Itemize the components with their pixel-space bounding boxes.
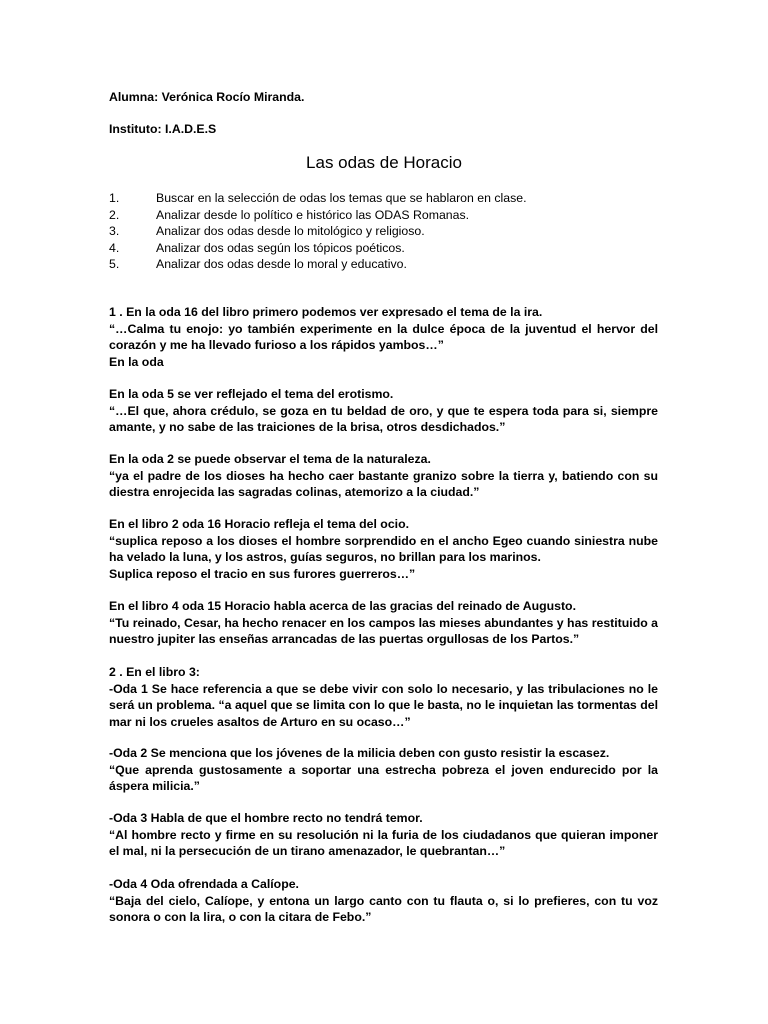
section-quote: “…Calma tu enojo: yo también experimente en la dulce época de la juventud el hervor del corazón y me ha llevado furioso a los rápidos yambos…” (109, 321, 658, 353)
section-heading: 1 . En la oda 16 del libro primero podemos ver expresado el tema de la ira. (109, 305, 543, 319)
list-item-text: Analizar dos odas desde lo mitológico y religioso. (156, 224, 425, 238)
oda-1-text: -Oda 1 Se hace referencia a que se debe vivir con solo lo necesario, y las tribulaciones no le será un problema. “a aquel que se limita con lo que le basta, no le inquietan las tormentas del mar ni los crueles asaltos de Arturo en su ocaso…” (109, 681, 658, 729)
list-item-text: Analizar dos odas desde lo moral y educativo. (156, 257, 407, 271)
section-heading: 2 . En el libro 3: (109, 665, 200, 679)
oda-2-heading: -Oda 2 Se menciona que los jóvenes de la milicia deben con gusto resistir la escasez. (109, 746, 610, 760)
section-quote-continued: Suplica reposo el tracio en sus furores guerreros…” (109, 566, 416, 581)
section-heading: En el libro 2 oda 16 Horacio refleja el tema del ocio. (109, 517, 410, 531)
list-item (109, 207, 669, 224)
section-augusto (109, 598, 658, 648)
oda-4-quote: “Baja del cielo, Calíope, y entona un largo canto con tu flauta o, si lo prefieres, con tu voz sonora o con la lira, o con la citara de Febo.” (109, 893, 658, 925)
list-item-text: Analizar desde lo político e histórico las ODAS Romanas. (156, 207, 470, 222)
section-heading: En la oda 2 se puede observar el tema de la naturaleza. (109, 452, 431, 466)
section-note: En la oda (109, 354, 164, 369)
section-quote: “suplica reposo a los dioses el hombre sorprendido en el ancho Egeo cuando siniestra nube ha velado la luna, y los astros, guías seguros, no brillan para los marinos. (109, 533, 658, 565)
list-item (109, 240, 669, 257)
section-quote: “ya el padre de los dioses ha hecho caer bastante granizo sobre la tierra y, batiendo con su diestra enrojecida las sagradas colinas, atemorizo a la ciudad.” (109, 468, 658, 500)
oda-3-heading: -Oda 3 Habla de que el hombre recto no tendrá temor. (109, 811, 423, 825)
institute-name: Instituto: I.A.D.E.S (109, 122, 217, 136)
list-item-number: 1. (109, 191, 120, 205)
list-item-number: 4. (109, 240, 120, 255)
section-quote: “…El que, ahora crédulo, se goza en tu beldad de oro, y que te espera toda para si, siempre amante, y no sabe de las traiciones de la brisa, otros desdichados.” (109, 403, 658, 435)
oda-2-block (109, 745, 658, 795)
oda-3-block (109, 810, 658, 860)
section-quote: “Tu reinado, Cesar, ha hecho renacer en los campos las mieses abundantes y has restituido a nuestro jupiter las enseñas arrancadas de las puertas orgullosas de los Partos.” (109, 615, 658, 647)
section-erotismo (109, 386, 658, 436)
section-libro-3 (109, 664, 658, 730)
section-ocio (109, 516, 658, 582)
section-heading: En el libro 4 oda 15 Horacio habla acerca de las gracias del reinado de Augusto. (109, 599, 576, 613)
list-item-text: Analizar dos odas según los tópicos poéticos. (156, 240, 405, 255)
oda-4-block (109, 876, 658, 926)
list-item-number: 2. (109, 207, 120, 222)
list-item (109, 223, 669, 240)
oda-4-heading: -Oda 4 Oda ofrendada a Calíope. (109, 877, 299, 891)
list-item-text: Buscar en la selección de odas los temas que se hablaron en clase. (156, 191, 527, 205)
page-title: Las odas de Horacio (306, 153, 462, 172)
oda-2-quote: “Que aprenda gustosamente a soportar una estrecha pobreza el joven endurecido por la áspera milicia.” (109, 762, 658, 794)
section-heading: En la oda 5 se ver reflejado el tema del erotismo. (109, 387, 394, 401)
oda-3-quote: “Al hombre recto y firme en su resolución ni la furia de los ciudadanos que quieran imponer el mal, ni la persecución de un tirano amenazador, le quebrantan…” (109, 827, 658, 859)
list-item-number: 3. (109, 224, 120, 238)
task-list (109, 190, 669, 273)
list-item-number: 5. (109, 257, 120, 271)
section-naturaleza (109, 451, 658, 501)
student-name: Alumna: Verónica Rocío Miranda. (109, 90, 305, 104)
list-item (109, 190, 669, 207)
section-ira (109, 304, 658, 370)
list-item (109, 256, 669, 273)
